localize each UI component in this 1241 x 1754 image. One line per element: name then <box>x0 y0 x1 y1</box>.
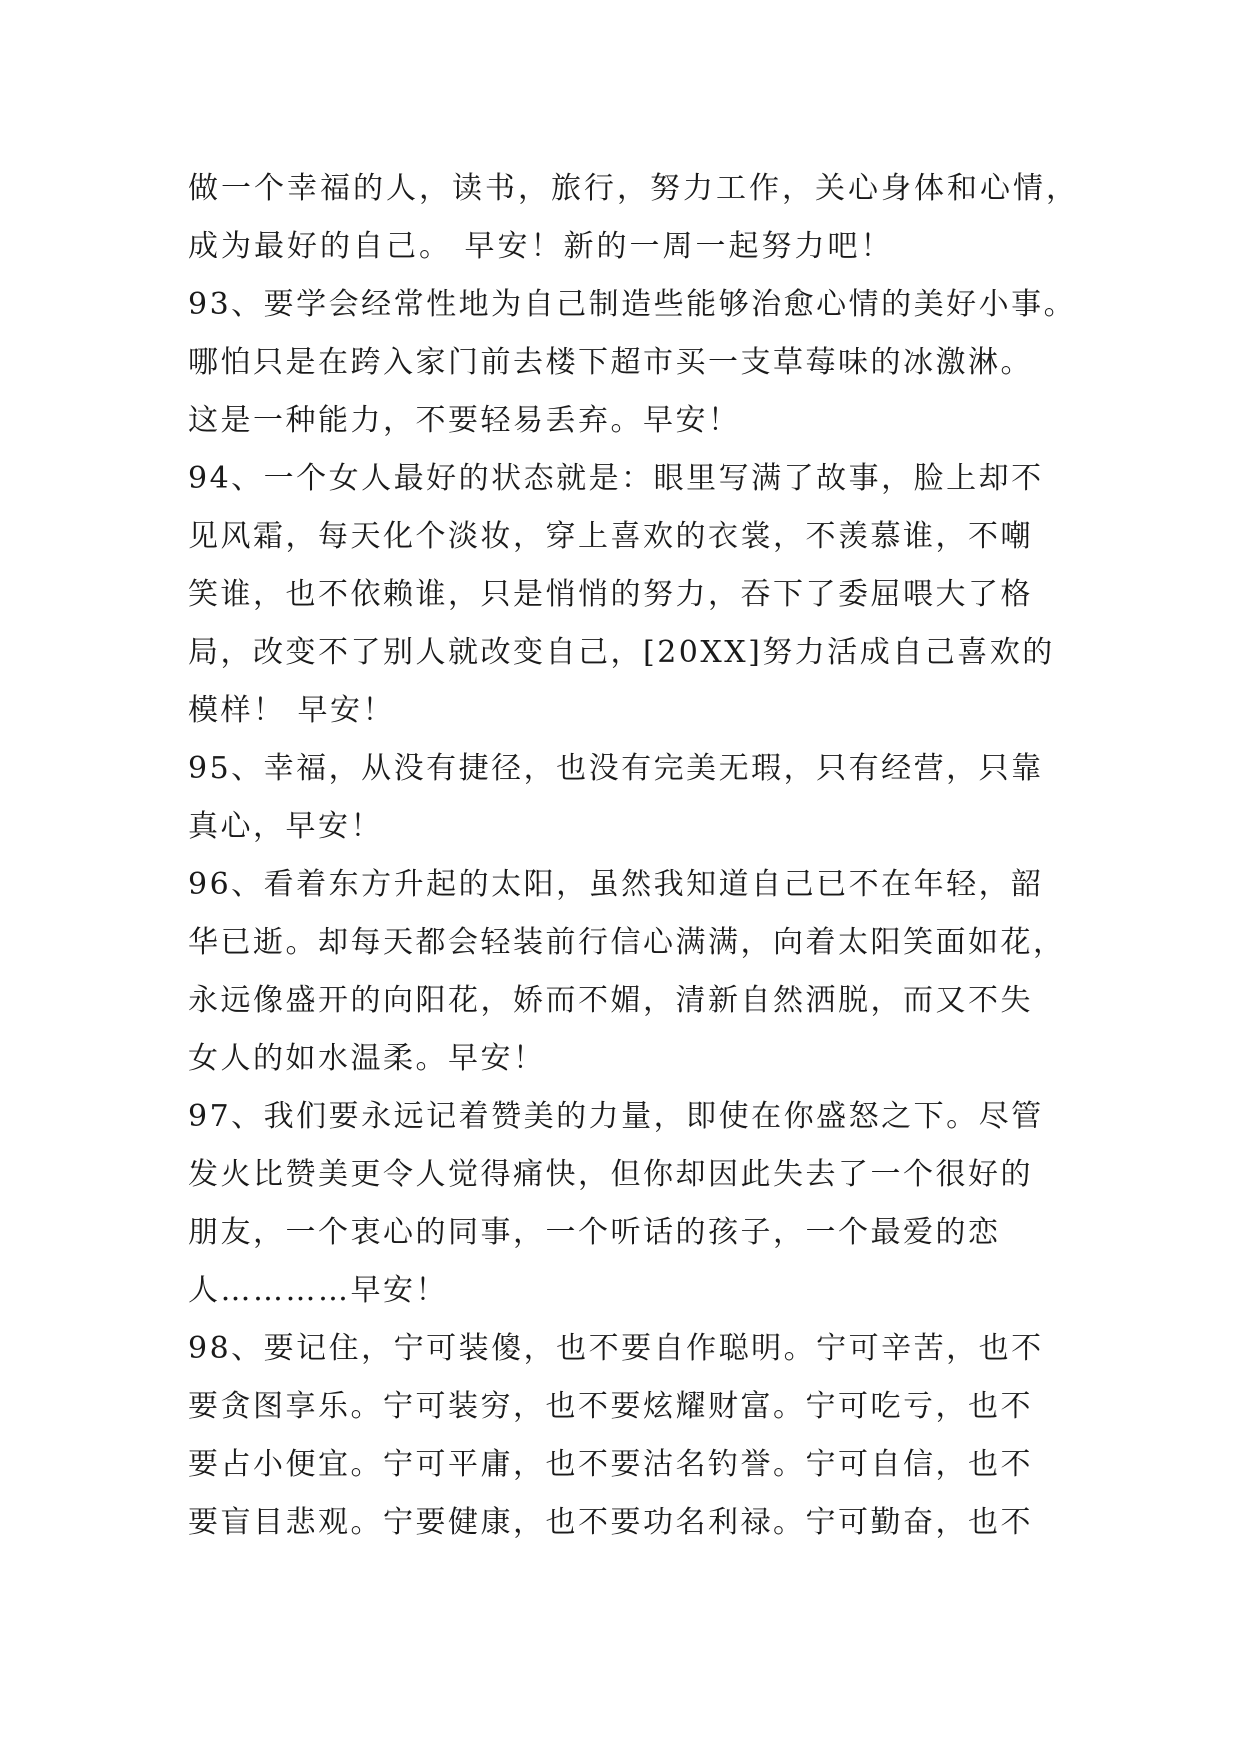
text-line: 发火比赞美更令人觉得痛快，但你却因此失去了一个很好的 <box>188 1157 1033 1192</box>
text-line: 95、幸福，从没有捷径，也没有完美无瑕，只有经营，只靠 <box>188 751 1044 786</box>
text-line: 真心，早安！ <box>188 809 383 844</box>
text-line: 要贪图享乐。宁可装穷，也不要炫耀财富。宁可吃亏，也不 <box>188 1389 1033 1424</box>
text-line: 要盲目悲观。宁要健康，也不要功名利禄。宁可勤奋，也不 <box>188 1505 1033 1540</box>
text-line: 这是一种能力，不要轻易丢弃。早安！ <box>188 403 741 438</box>
text-line: 人…………早安！ <box>188 1273 448 1308</box>
text-line: 华已逝。却每天都会轻装前行信心满满，向着太阳笑面如花， <box>188 925 1066 960</box>
document-body-text <box>188 160 1088 1552</box>
text-line: 成为最好的自己。 早安！新的一周一起努力吧！ <box>188 229 894 264</box>
text-line: 96、看着东方升起的太阳，虽然我知道自己已不在年轻，韶 <box>188 867 1044 902</box>
text-line: 笑谁，也不依赖谁，只是悄悄的努力，吞下了委屈喂大了格 <box>188 577 1033 612</box>
text-line: 98、要记住，宁可装傻，也不要自作聪明。宁可辛苦，也不 <box>188 1331 1044 1366</box>
text-line: 93、要学会经常性地为自己制造些能够治愈心情的美好小事。 <box>188 287 1077 322</box>
text-line: 哪怕只是在跨入家门前去楼下超市买一支草莓味的冰激淋。 <box>188 345 1033 380</box>
text-line: 97、我们要永远记着赞美的力量，即使在你盛怒之下。尽管 <box>188 1099 1044 1134</box>
text-line: 94、一个女人最好的状态就是：眼里写满了故事，脸上却不 <box>188 461 1044 496</box>
text-line: 要占小便宜。宁可平庸，也不要沽名钓誉。宁可自信，也不 <box>188 1447 1033 1482</box>
text-line: 局，改变不了别人就改变自己，[20XX]努力活成自己喜欢的 <box>188 635 1055 670</box>
text-line: 模样！ 早安！ <box>188 693 396 728</box>
text-line: 永远像盛开的向阳花，娇而不媚，清新自然洒脱，而又不失 <box>188 983 1033 1018</box>
text-line: 女人的如水温柔。早安！ <box>188 1041 546 1076</box>
text-line: 做一个幸福的人，读书，旅行，努力工作，关心身体和心情， <box>188 171 1079 206</box>
text-line: 见风霜，每天化个淡妆，穿上喜欢的衣裳，不羡慕谁，不嘲 <box>188 519 1033 554</box>
text-line: 朋友，一个衷心的同事，一个听话的孩子，一个最爱的恋 <box>188 1215 1001 1250</box>
